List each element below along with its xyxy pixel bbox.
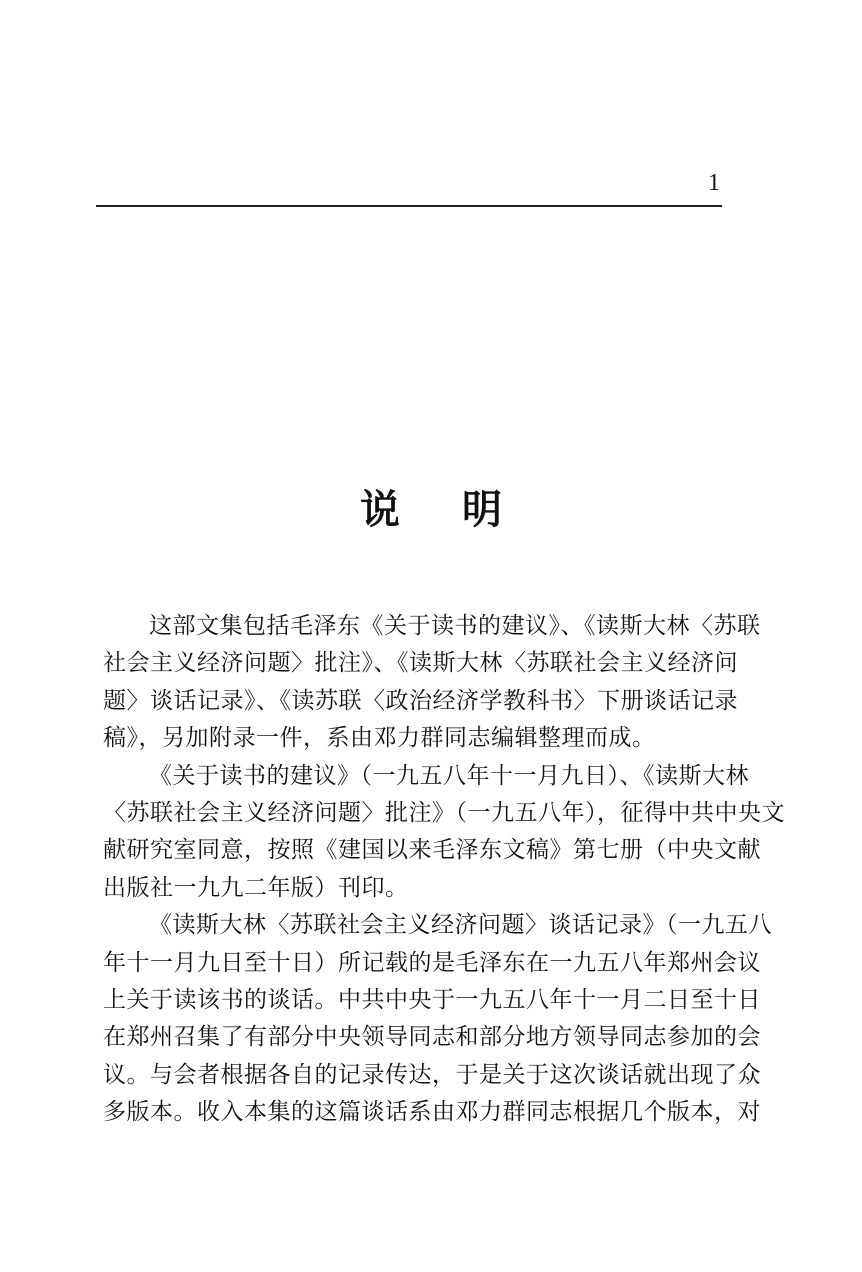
paragraph [103,907,772,1131]
text-line: 社会主义经济问题〉批注》、《读斯大林〈苏联社会主义经济问 [103,650,738,677]
text-line: 在郑州召集了有部分中央领导同志和部分地方领导同志参加的会 [103,1024,761,1051]
text-line: 这部文集包括毛泽东《关于读书的建议》、《读斯大林〈苏联 [149,613,761,639]
text-line: 稿》，另加附录一件，系由邓力群同志编辑整理而成。 [103,725,656,752]
text-line: 《读斯大林〈苏联社会主义经济问题〉谈话记录》（一九五八 [149,912,772,939]
header-rule [96,205,722,207]
text-line: 出版社一九九二年版）刊印。 [103,874,409,901]
text-line: 题〉谈话记录》、《读苏联〈政治经济学教科书〉下册谈话记录 [103,687,738,714]
paragraph [103,608,761,758]
body-text [103,608,785,1131]
page-title: 说明 [360,486,564,533]
text-line: 上关于读该书的谈话。中共中央于一九五八年十一月二日至十日 [103,986,761,1013]
text-line: 年十一月九日至十日）所记载的是毛泽东在一九五八年郑州会议 [103,949,761,976]
text-line: 献研究室同意，按照《建国以来毛泽东文稿》第七册（中央文献 [103,837,761,864]
text-line: 《关于读书的建议》（一九五八年十一月九日）、《读斯大林 [149,762,749,789]
text-line: 〈苏联社会主义经济问题〉批注》（一九五八年），征得中共中央文 [103,799,785,826]
text-line: 议。与会者根据各自的记录传达，于是关于这次谈话就出现了众 [103,1061,761,1088]
text-line: 多版本。收入本集的这篇谈话系由邓力群同志根据几个版本，对 [103,1099,761,1126]
page-number: 1 [708,170,720,196]
paragraph [103,758,785,908]
